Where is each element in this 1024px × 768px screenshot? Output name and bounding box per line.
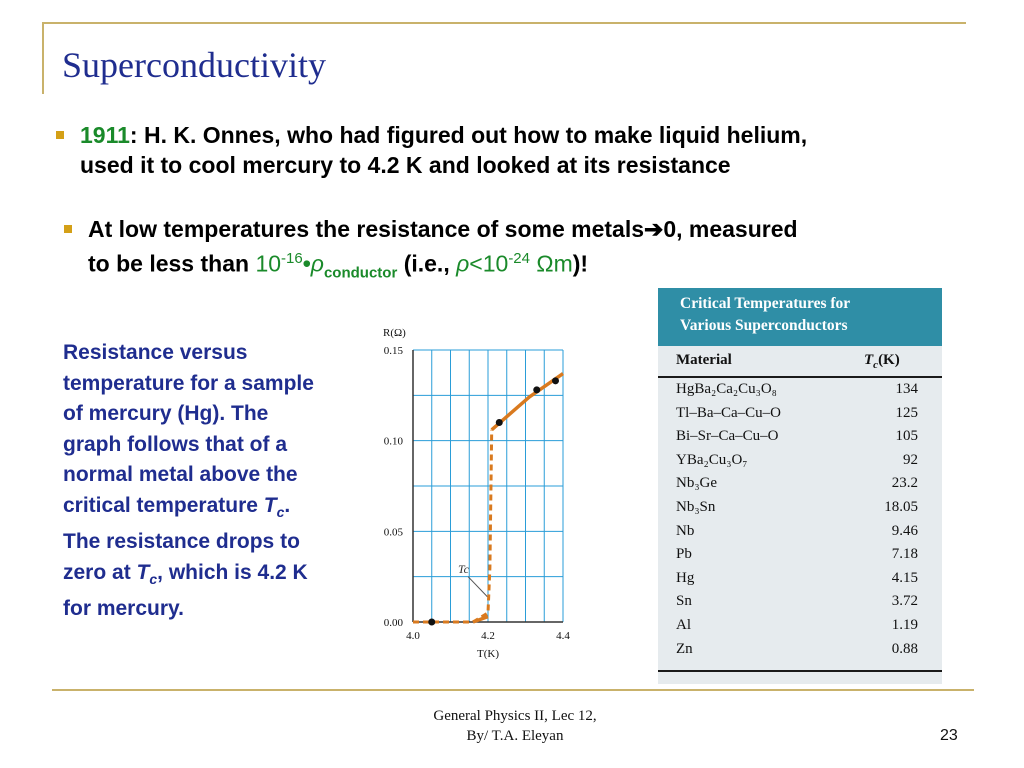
table-title-line2: Various Superconductors [680,317,848,334]
y-axis-label: R(Ω) [383,327,406,339]
material-cell: Hg [676,569,695,586]
material-cell: Pb [676,546,692,563]
bullet-square-icon [64,225,72,233]
data-point [533,386,540,393]
bullet-square-icon [56,131,64,139]
data-point [552,377,559,384]
frame-top-rule [42,22,966,24]
table-bottom-rule [658,670,942,672]
table-body [658,379,942,662]
tc-cell: 105 [895,428,918,445]
table-row [658,379,942,403]
y-tick-label: 0.00 [383,617,403,629]
material-cell: Nb [676,522,695,539]
table-row [658,639,942,663]
table-row [658,450,942,474]
tc-leader-line [468,577,487,597]
table-title-line1: Critical Temperatures for [680,295,851,312]
ie-text: (i.e., [397,250,457,277]
x-tick-label: 4.2 [481,630,495,642]
tc-unit: (K) [878,352,900,368]
bullet1-line2: used it to cool mercury to 4.2 K and looked at its resistance [80,152,731,178]
table-header-band [658,288,942,346]
data-point [428,619,435,626]
slide-title: Superconductivity [62,45,326,85]
tc-cell: 1.19 [891,616,918,633]
material-cell: Nb₃Ge [676,475,718,492]
footer-line1: General Physics II, Lec 12, [433,708,597,724]
resistance-curve-dashed [413,430,492,622]
tc-cell: 92 [903,451,918,468]
tc-cell: 4.15 [891,569,918,586]
tc-cell: 23.2 [891,475,918,492]
year-1911: 1911 [80,122,130,148]
tc-cell: 0.88 [891,640,918,657]
caption-tc-subscript: c [276,503,285,520]
tc-cell: 18.05 [884,498,918,515]
chart-labels [383,327,570,660]
unit-ohm-meter: Ωm [530,250,573,277]
rho-symbol: ρ [310,250,324,277]
tc-cell: 3.72 [891,593,918,610]
frame-bottom-rule [52,689,974,691]
caption-tc-symbol: T [263,493,277,517]
resistance-curve-solid [492,374,563,430]
y-tick-label: 0.05 [383,526,403,539]
column-header-tc [864,352,900,371]
table-row [658,426,942,450]
table-row [658,544,942,568]
caption-tc-symbol-2: T [136,560,150,584]
rho-subscript: conductor [323,264,398,282]
tc-annotation: Tc [458,562,469,577]
data-point [496,419,503,426]
bullet-1911 [80,120,1000,180]
close-paren: )! [572,250,589,277]
value-exponent: -16 [281,250,303,267]
less-than-value: <10 [469,250,509,277]
x-axis-label: T(K) [477,648,499,660]
value-base: 10 [255,250,282,277]
table-row [658,497,942,521]
caption-tc-subscript-2: c [149,570,158,587]
arrow-right-icon: ➔ [644,216,664,242]
material-cell: Bi–Sr–Ca–Cu–O [676,428,779,445]
material-cell: HgBa₂Ca₂Cu₃O₈ [676,381,777,397]
material-cell: Nb₃Sn [676,498,716,515]
value-exponent-2: -24 [508,250,530,267]
chart-points [428,377,559,625]
caption-part1: Resistance versus temperature for a sample of mercury (Hg). The graph follows that of a normal metal above the critical temperature [63,341,314,517]
material-cell: Zn [676,640,693,657]
bullet2-line2-pre: to be less than [88,250,256,277]
chart-lines [413,374,563,622]
tc-cell: 7.18 [891,546,918,563]
bullet2-line1-post: 0, measured [663,216,798,242]
footer-line2: By/ T.A. Eleyan [466,728,564,744]
footer-text [405,706,625,746]
resistance-curve-solid [473,617,488,622]
x-tick-label: 4.0 [406,630,420,642]
chart-grid [413,350,563,622]
caption-part3: , which is 4.2 K for mercury. [63,560,308,621]
rho-symbol-2: ρ [456,250,470,277]
tc-cell: 125 [895,404,918,421]
table-header-rule [658,376,942,378]
tc-symbol: T [864,352,874,368]
frame-left-rule [42,22,44,94]
value-dot: • [302,250,311,277]
table-row [658,615,942,639]
page-number: 23 [940,727,958,744]
table-row [658,473,942,497]
bullet1-line1: : H. K. Onnes, who had figured out how to make liquid helium, [129,122,808,148]
material-cell: Sn [676,593,692,610]
bullet-low-temperature [88,214,998,288]
material-cell: Al [676,616,691,633]
y-tick-label: 0.15 [383,345,403,357]
x-tick-label: 4.4 [556,630,570,642]
tc-subscript: c [873,359,879,371]
tc-cell: 134 [895,381,918,397]
table-row [658,568,942,592]
graph-caption [63,338,323,625]
critical-temperature-table [658,288,942,684]
column-header-material: Material [676,352,732,368]
table-row [658,591,942,615]
table-row [658,521,942,545]
table-row [658,403,942,427]
caption-part2: . The resistance drops to zero at [63,493,300,584]
material-cell: Tl–Ba–Ca–Cu–O [676,404,781,421]
material-cell: YBa₂Cu₃O₇ [676,451,748,468]
tc-cell: 9.46 [891,522,918,539]
y-tick-label: 0.10 [383,435,403,448]
bullet2-line1-pre: At low temperatures the resistance of some metals [88,216,645,242]
